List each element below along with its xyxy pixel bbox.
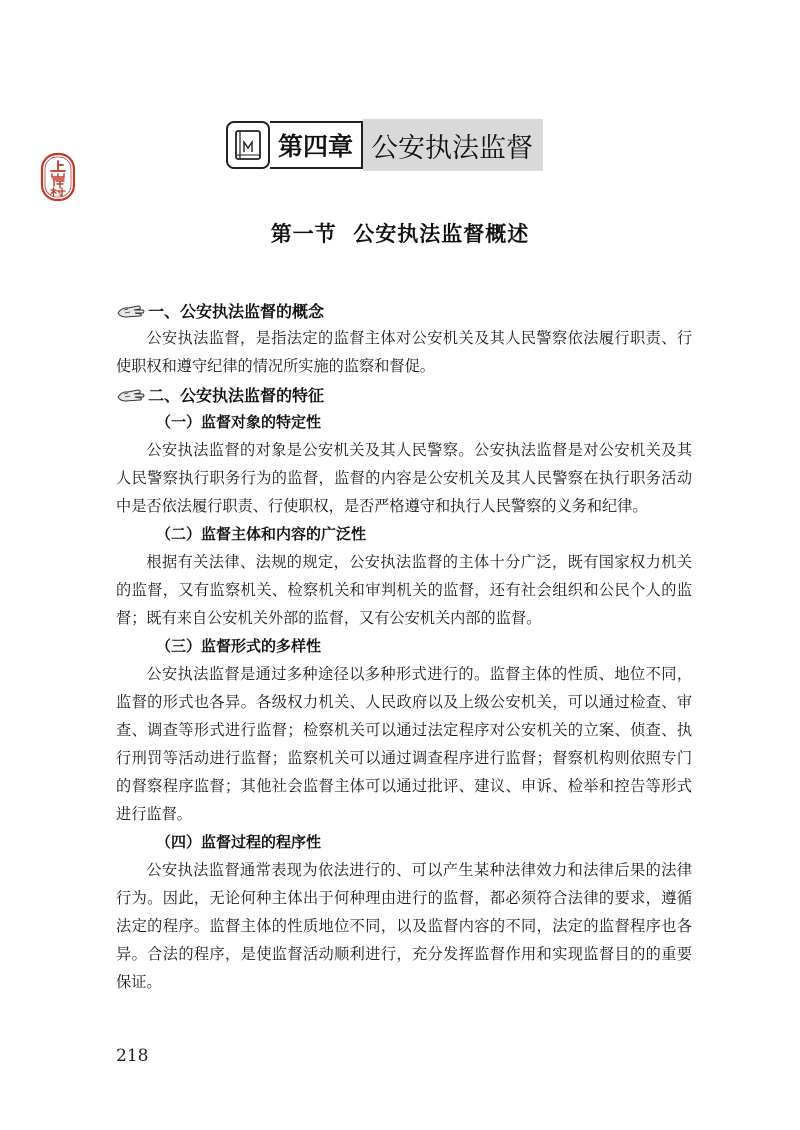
heading-level-2: （三）监督形式的多样性 [156, 637, 322, 655]
heading-level-2: （一）监督对象的特定性 [156, 413, 322, 431]
pointing-hand-icon [116, 385, 146, 403]
seal-stamp [40, 152, 76, 202]
section-title: 第一节 公安执法监督概述 [270, 221, 530, 246]
paragraph: 公安执法监督是通过多种途径以多种形式进行的。监督主体的性质、地位不同，监督的形式也各异。各级权力机关、人民政府以及上级公安机关，可以通过检查、审查、调查等形式进行监督；检察机关可以通过法定程序对公安机关的立案、侦查、执行刑罚等活动进行监督；监察机关可以通过调查程序进行监督；督察机构则依照专门的督察程序监督；其他社会监督主体可以通过批评、建议、申诉、检举和控告等形式进行监督。 [116, 665, 692, 823]
page-body [116, 296, 692, 996]
chapter-number: 第四章 [270, 121, 363, 169]
chapter-title: 公安执法监督 [363, 119, 543, 171]
paragraph: 公安执法监督，是指法定的监督主体对公安机关及其人民警察依法履行职责、行使职权和遵守纪律的情况所实施的监察和督促。 [116, 329, 692, 375]
chapter-heading [226, 119, 543, 171]
heading-level-1 [116, 380, 692, 408]
book-m-icon [226, 121, 270, 169]
paragraph: 公安执法监督的对象是公安机关及其人民警察。公安执法监督是对公安机关及其人民警察执行职务行为的监督，监督的内容是公安机关及其人民警察在执行职务活动中是否依法履行职责、行使职权，是否严格遵守和执行人民警察的义务和纪律。 [116, 441, 692, 515]
paragraph: 根据有关法律、法规的规定，公安执法监督的主体十分广泛，既有国家权力机关的监督，又有监察机关、检察机关和审判机关的监督，还有社会组织和公民个人的监督；既有来自公安机关外部的监督，又有公安机关内部的监督。 [116, 553, 692, 627]
page-number: 218 [116, 1046, 149, 1066]
heading-level-1 [116, 296, 692, 324]
heading-text: 二、公安执法监督的特征 [148, 385, 325, 405]
heading-text: 一、公安执法监督的概念 [148, 301, 325, 321]
paragraph: 公安执法监督通常表现为依法进行的、可以产生某种法律效力和法律后果的法律行为。因此，无论何种主体出于何种理由进行的监督，都必须符合法律的要求，遵循法定的程序。监督主体的性质地位不同，以及监督内容的不同，法定的监督程序也各异。合法的程序，是使监督活动顺利进行，充分发挥监督作用和实现监督目的的重要保证。 [116, 861, 692, 991]
heading-level-2: （二）监督主体和内容的广泛性 [156, 525, 367, 543]
heading-level-2: （四）监督过程的程序性 [156, 833, 322, 851]
pointing-hand-icon [116, 301, 146, 319]
